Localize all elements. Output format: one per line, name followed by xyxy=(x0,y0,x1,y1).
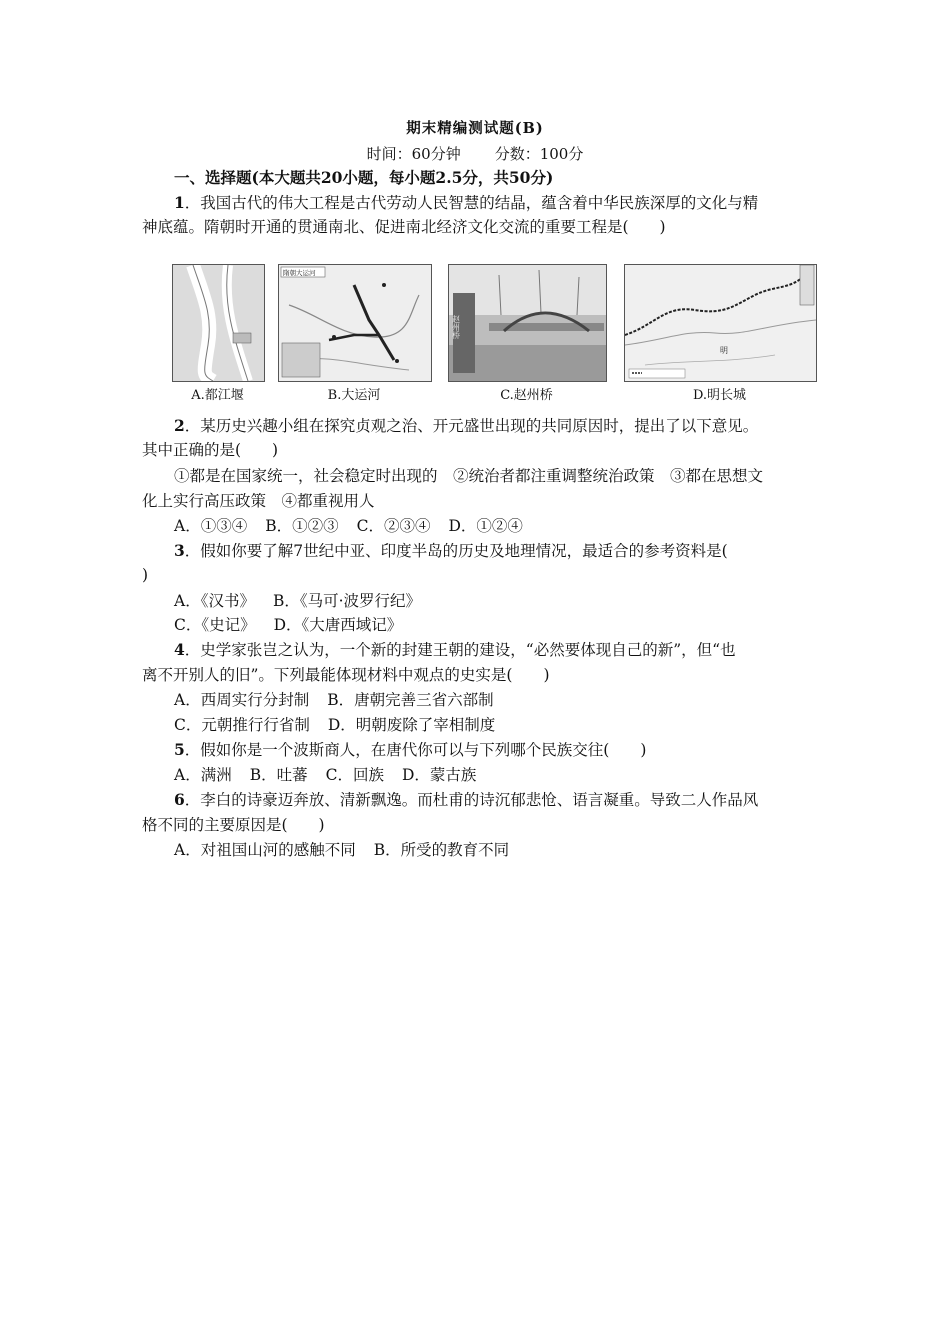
option-d: D．蒙古族 xyxy=(401,766,477,784)
question-number: 6 xyxy=(174,790,185,809)
question-number: 5 xyxy=(174,740,185,759)
question-number: 3 xyxy=(174,541,185,560)
image-caption-a: A.都江堰 xyxy=(191,388,244,403)
question-4-options-row-2 xyxy=(174,714,814,736)
ming-great-wall-map-icon xyxy=(624,264,817,382)
grand-canal-map-label: 隋朝大运河 xyxy=(283,269,316,277)
question-6-line-1: 6．李白的诗豪迈奔放、清新飘逸。而杜甫的诗沉郁悲怆、语言凝重。导致二人作品风 xyxy=(174,790,759,809)
dujiangyan-map-icon xyxy=(172,264,265,382)
question-3-options-row-2 xyxy=(174,614,814,636)
question-3-options-row-1 xyxy=(174,590,814,612)
image-caption-c: C.赵州桥 xyxy=(500,388,553,403)
question-3-line-1: 3．假如你要了解7世纪中亚、印度半岛的历史及地理情况，最适合的参考资料是( xyxy=(174,541,728,560)
question-2-line-4: 化上实行高压政策 ④都重视用人 xyxy=(142,492,375,510)
exam-time: 时间：60分钟 xyxy=(366,145,461,163)
question-2-line-2: 其中正确的是( ) xyxy=(142,441,279,459)
question-3-line-2: ) xyxy=(142,566,149,584)
option-b: B．①②③ xyxy=(265,517,339,535)
option-c: C．《史记》 xyxy=(174,616,256,634)
option-c: C．②③④ xyxy=(356,517,431,535)
option-d: D．明朝废除了宰相制度 xyxy=(327,716,496,734)
question-1-line-1: 1．我国古代的伟大工程是古代劳动人民智慧的结晶，蕴含着中华民族深厚的文化与精 xyxy=(174,193,759,212)
option-a: A．《汉书》 xyxy=(174,592,255,610)
question-number: 1 xyxy=(174,193,185,212)
page-title: 期末精编测试题(B) xyxy=(406,120,544,137)
question-number: 4 xyxy=(174,640,185,659)
question-number: 2 xyxy=(174,416,185,435)
question-1-line-2: 神底蕴。隋朝时开通的贯通南北、促进南北经济文化交流的重要工程是( ) xyxy=(142,218,666,236)
option-b: B．吐蕃 xyxy=(249,766,308,784)
option-c: C．回族 xyxy=(325,766,384,784)
exam-score: 分数：100分 xyxy=(494,145,584,163)
option-a: A．对祖国山河的感触不同 xyxy=(174,841,356,859)
question-6-options-row-1 xyxy=(174,839,814,861)
grand-canal-map-icon xyxy=(278,264,432,382)
option-b: B．唐朝完善三省六部制 xyxy=(327,691,494,709)
image-caption-b: B.大运河 xyxy=(327,388,381,403)
option-d: D．《大唐西域记》 xyxy=(273,616,403,634)
option-b: B．《马可·波罗行纪》 xyxy=(272,592,422,610)
question-4-options-row-1 xyxy=(174,689,814,711)
bridge-stele-inscription: 赵州桥 xyxy=(451,315,461,339)
exam-meta xyxy=(0,143,950,165)
option-a: A．①③④ xyxy=(174,517,248,535)
ming-map-label: 明 xyxy=(720,346,728,355)
question-2-line-1: 2．某历史兴趣小组在探究贞观之治、开元盛世出现的共同原因时，提出了以下意见。 xyxy=(174,416,759,435)
option-a: A．西周实行分封制 xyxy=(174,691,310,709)
question-2-options xyxy=(174,515,814,537)
option-d: D．①②④ xyxy=(448,517,523,535)
question-6-line-2: 格不同的主要原因是( ) xyxy=(142,816,325,834)
option-c: C．元朝推行行省制 xyxy=(174,716,310,734)
section-heading: 一、选择题(本大题共20小题，每小题2.5分，共50分) xyxy=(174,168,554,187)
question-4-line-2: 离不开别人的旧”。下列最能体现材料中观点的史实是( ) xyxy=(142,666,550,684)
option-a: A．满洲 xyxy=(174,766,232,784)
image-caption-d: D.明长城 xyxy=(692,388,747,403)
question-5-options xyxy=(174,764,814,786)
zhaozhou-bridge-photo-icon xyxy=(448,264,607,382)
question-4-line-1: 4．史学家张岂之认为，一个新的封建王朝的建设，“必然要体现自己的新”，但“也 xyxy=(174,640,736,659)
option-b: B．所受的教育不同 xyxy=(373,841,510,859)
question-5-line-1: 5．假如你是一个波斯商人，在唐代你可以与下列哪个民族交往( ) xyxy=(174,740,647,759)
question-2-line-3: ①都是在国家统一，社会稳定时出现的 ②统治者都注重调整统治政策 ③都在思想文 xyxy=(174,467,764,485)
